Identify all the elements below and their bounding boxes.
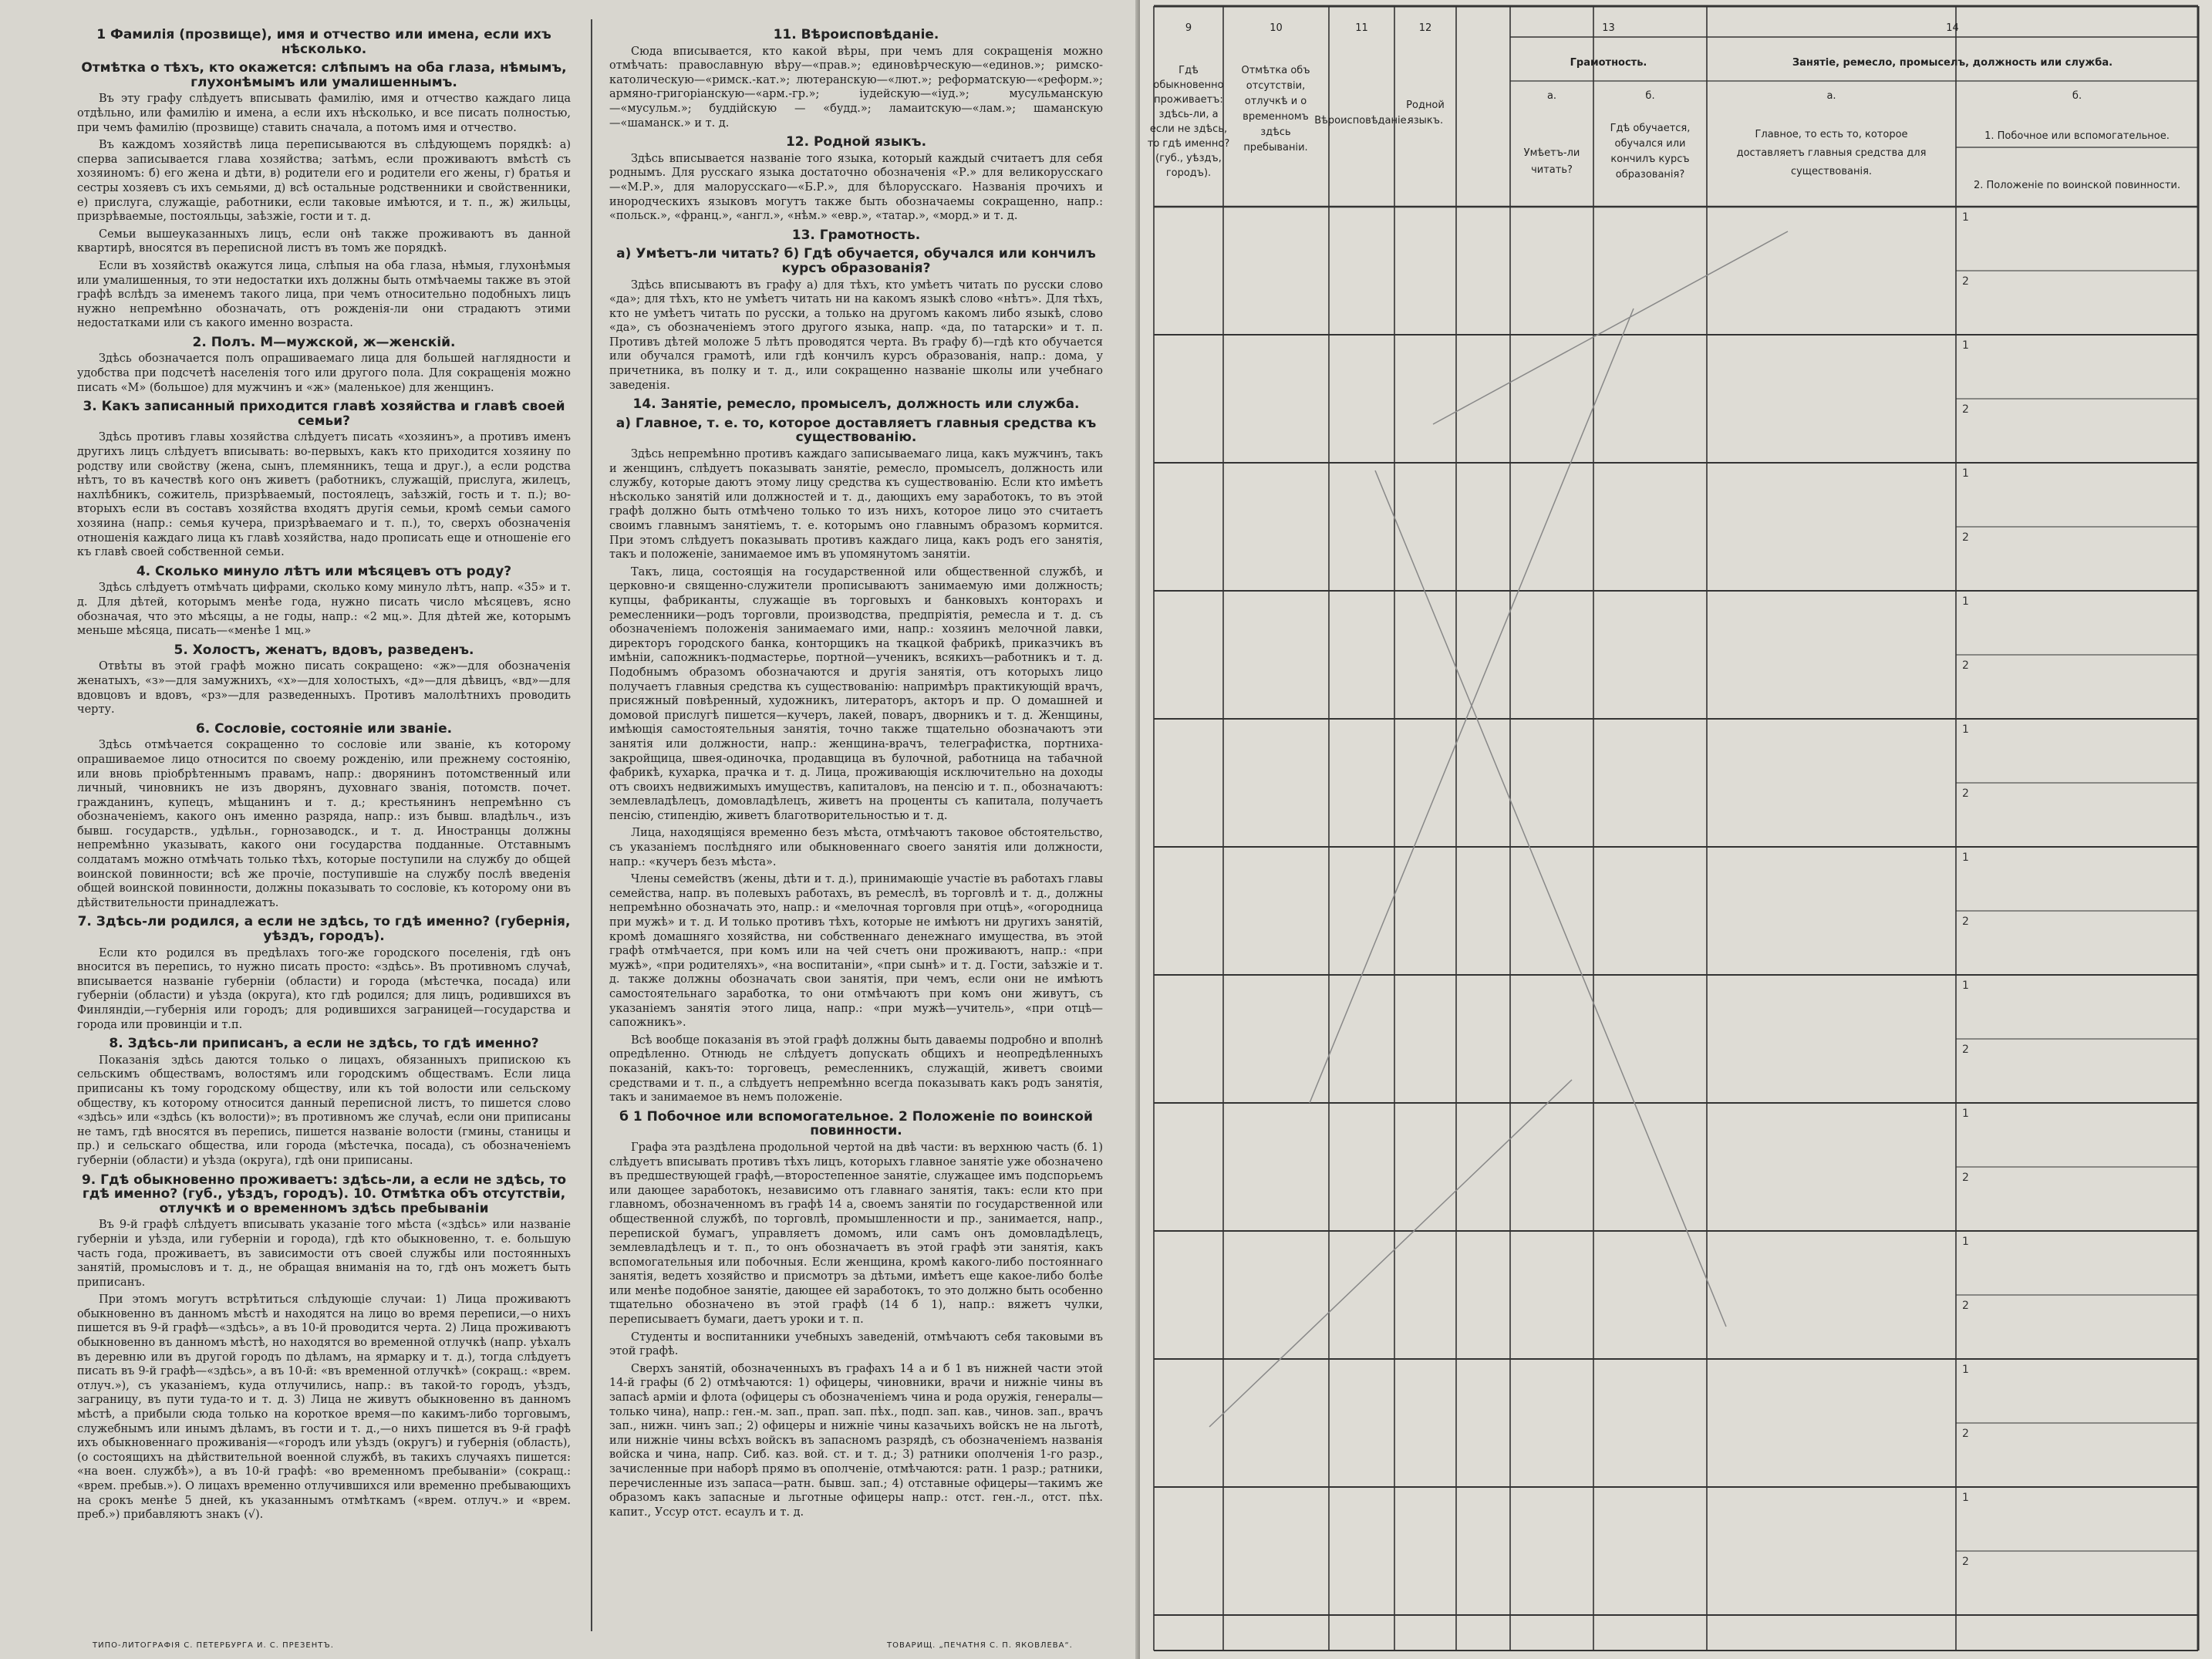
paragraph: Сверхъ занятій, обозначенныхъ въ графахъ 14 а и б 1 въ нижней части этой 14-й графы (б 2) отмѣчаются: 1) офицеры, чиновники, врачи и нижніе чины въ запасѣ арміи и флота (офицеры съ обозначеніемъ чина и рода оружія, генералы—только чина), напр.: ген.-м. зап., прап. зап. пѣх., подп. зап. кав., чинов. зап., врачъ зап., нижн. чинъ зап.; 2) офицеры и нижніе чины казачьихъ войскъ не на льготѣ, или нижніе чины всѣхъ войскъ въ запасномъ разрядѣ, съ обозначеніемъ названія войска и чина, напр. Сиб. каз. вой. ст. и т. д.; 3) ратники ополченія 1-го разр., зачисленные при наборѣ прямо въ ополченіе, отмѣчаются: ратн. 1 разр.; ратники, перечисленные изъ запаса—ратн. бывш. зап.; 4) отставные офицеры—такимъ же образомъ какъ запасные и льготные офицеры напр.: отст. ген.-л., отст. пѣх. капит., Уссур отст. есаулъ и т. д. [609,1362,1103,1519]
col14-header: Занятіе, ремесло, промыселъ, должность или служба. [1792,57,2113,69]
sub-row-label: 2 [1962,1172,1969,1184]
col9-header: Гдѣ обыкновенно проживаетъ: здѣсь-ли, а если не здѣсь, то гдѣ именно? (губ., уѣздъ, городъ). [1147,65,1230,179]
paragraph: Здѣсь вписываютъ въ графу а) для тѣхъ, кто умѣетъ читать по русски слово «да»; для тѣхъ, кто не умѣетъ читать ни на какомъ языкѣ слово «нѣтъ». Для тѣхъ, кто не умѣетъ читать по русски, а только на другомъ какомъ либо языкѣ, слово «да», съ обозначеніемъ этого другого языка, напр. «да, по татарски» и т. п. Противъ дѣтей моложе 5 лѣтъ проводятся черта. Въ графу б)—гдѣ кто обучается или обучался грамотѣ, или гдѣ кончилъ курсъ образованія, напр.: дома, у причетника, въ полку и т. д., или сокращенно названіе школы или учебнаго заведенія. [609,278,1103,392]
sub-row-label: 1 [1962,851,1969,864]
paragraph: Студенты и воспитанники учебныхъ заведеній, отмѣчаютъ себя таковыми въ этой графѣ. [609,1330,1103,1358]
column-number-9: 9 [1185,22,1192,34]
section-heading: 6. Сословіе, состояніе или званіе. [195,720,453,737]
section-heading: 12. Родной языкъ. [785,134,927,150]
sub-row-label: 2 [1962,275,1969,288]
sub-row-label: 2 [1962,1556,1969,1568]
col14a-header: Главное, то есть то, которое доставляетъ главныя средства для существованія. [1736,129,1927,177]
form-row-sublabels [1962,211,1969,1568]
sub-row-label: 1 [1962,1492,1969,1504]
sub-row-label: 2 [1962,1044,1969,1056]
paragraph: Графа эта раздѣлена продольной чертой на двѣ части: въ верхнюю часть (б. 1) слѣдуетъ вписывать противъ тѣхъ лицъ, которыхъ главное занятіе уже обозначено въ предшествующей графѣ,—второстепенное занятіе, служащее имъ подспорьемъ или дающее заработокъ, независимо отъ главнаго занятія, такъ: если кто при главномъ, обозначенномъ въ графѣ 14 а, своемъ занятіи по государственной или общественной службѣ, по торговлѣ, промышленности и пр., занимается, напр., перепиской бумагъ, управляетъ домомъ, или самъ онъ домовладѣлецъ, землевладѣлецъ и т. п., то онъ обозначаетъ въ этой графѣ эти занятія, какъ вспомогательныя или побочныя. Если женщина, кромѣ какого-либо постояннаго занятія, ведетъ хозяйство и присмотръ за дѣтьми, имѣетъ еще какое-либо болѣе или менѣе подобное занятіе, дающее ей заработокъ, то это должно быть особенно тщательно обозначено въ этой графѣ (14 б 1), напр.: вяжетъ чулки, переписываетъ бумаги, даетъ уроки и т. п. [609,1141,1103,1327]
column-number-12: 12 [1418,22,1432,34]
section-heading: Отмѣтка о тѣхъ, кто окажется: слѣпымъ на оба глаза, нѣмымъ, глухонѣмымъ или умалишеннымъ. [81,60,567,90]
paragraph: Отвѣты въ этой графѣ можно писать сокращено: «ж»—для обозначенія женатыхъ, «з»—для замужнихъ, «х»—для холостыхъ, «д»—для дѣвицъ, «вд»—для вдовцовъ и вдовъ, «рз»—для разведенныхъ. Противъ малолѣтнихъ проводить черту. [77,660,571,717]
col13a-letter: а. [1546,90,1557,102]
col14b-letter: б. [2072,90,2082,102]
col14a-letter: а. [1826,90,1836,102]
paragraph: Здѣсь обозначается полъ опрашиваемаго лица для большей наглядности и удобства при подсчетѣ населенія того или другого пола. Для сокращенія можно писать «М» (большое) для мужчинъ и «ж» (маленькое) для женщинъ. [77,352,571,394]
section-heading: 3. Какъ записанный приходится главѣ хозяйства и главѣ своей семьи? [83,399,565,429]
sub-row-label: 1 [1962,211,1969,224]
sub-row-label: 1 [1962,980,1969,992]
sub-row-label: 2 [1962,915,1969,928]
paragraph: Показанія здѣсь даются только о лицахъ, обязанныхъ припискою къ сельскимъ обществамъ, волостямъ или городскимъ обществамъ. Если лица приписаны къ тому городскому обществу, или къ той волости или сельскому обществу, къ которому относится данный переписной листъ, то пишется слово «здѣсь» или «здѣсь (къ волости)»; въ противномъ же случаѣ, если они приписаны не тамъ, гдѣ вносятся въ перепись, пишется названіе волости (гмины, станицы и пр.) и сельскаго общества, или города (мѣстечка, посада), съ обозначеніемъ губерніи (области) и уѣзда (округа), гдѣ они приписаны. [77,1054,571,1167]
instructions-column-right [609,23,1103,1627]
instructions-column-left [77,23,571,1627]
col13a-header: Умѣетъ-ли читать? [1523,147,1580,176]
col13-header: Грамотность. [1570,57,1647,69]
pencil-cross-marks [1209,231,1788,1427]
paragraph: Если въ хозяйствѣ окажутся лица, слѣпыя на оба глаза, нѣмыя, глухонѣмыя или умалишенныя, то эти недостатки ихъ должны быть отмѣчаемы также въ этой графѣ вслѣдъ за именемъ такого лица, при чемъ относительно подобныхъ лицъ нужно непремѣнно обозначать, отъ рожденія-ли они страдаютъ этими недостатками или съ какого именно возраста. [77,259,571,330]
section-heading: 7. Здѣсь-ли родился, а если не здѣсь, то гдѣ именно? (губернія, уѣздъ, городъ). [77,914,571,945]
form-headers [1148,22,2180,191]
column-divider [591,19,592,1631]
sub-row-label: 1 [1962,595,1969,608]
sub-row-label: 1 [1962,1236,1969,1248]
paragraph: Въ каждомъ хозяйствѣ лица переписываются въ слѣдующемъ порядкѣ: а) сперва записывается глава хозяйства; затѣмъ, если проживаютъ вмѣстѣ съ хозяиномъ: б) его жена и дѣти, в) родители его и родители его жены, г) братья и сестры хозяевъ съ ихъ семьями, д) всѣ остальные родственники и свойственники, е) прислуга, служащіе, работники, если таковые имѣются, и т. п., ж) жильцы, призрѣваемые, постояльцы, заѣзжіе, гости и т. д. [77,139,571,224]
paragraph: Въ эту графу слѣдуетъ вписывать фамилію, имя и отчество каждаго лица отдѣльно, или фамилію и имена, а если ихъ нѣсколько, и все писать полностью, при чемъ фамилію (прозвище) ставить сначала, а потомъ имя и отчество. [77,93,571,134]
section-heading: а) Умѣетъ-ли читать? б) Гдѣ обучается, обучался или кончилъ курсъ образованія? [616,246,1096,276]
col14b1-header: 1. Побочное или вспомогательное. [1984,130,2170,142]
section-heading: 2. Полъ. М—мужской, ж—женскій. [192,334,456,350]
column-number-11: 11 [1355,22,1368,34]
sub-row-label: 1 [1962,723,1969,736]
section-heading: а) Главное, т. е. то, которое доставляетъ главныя средства къ существованію. [615,415,1097,446]
paragraph: Сюда вписывается, кто какой вѣры, при чемъ для сокращенія можно отмѣчать: православную вѣру—«прав.»; единовѣрческую—«единов.»; римско-католическую—«римск.-кат.»; лютеранскую—«лют.»; реформатскую—«реформ.»; армяно-григоріанскую—«арм.-гр.»; іудейскую—«іуд.»; мусульманскую—«мусульм.»; буддійскую — «будд.»; ламаитскую—«лам.»; шаманскую—«шаманск.» и т. д. [609,45,1103,130]
section-heading: 1 Фамилія (прозвище), имя и отчество или имена, если ихъ нѣсколько. [96,27,551,57]
sub-row-label: 2 [1962,659,1969,672]
section-heading: 8. Здѣсь-ли приписанъ, а если не здѣсь, то гдѣ именно? [109,1036,539,1052]
col12-header: Родной языкъ. [1406,99,1445,126]
printer-imprint-right: ТОВАРИЩ. „ПЕЧАТНЯ С. П. ЯКОВЛЕВА“. [887,1641,1073,1650]
section-heading: б 1 Побочное или вспомогательное. 2 Положеніе по воинской повинности. [619,1108,1093,1139]
sub-row-label: 2 [1962,787,1969,800]
sub-row-label: 2 [1962,1300,1969,1312]
column-number-13: 13 [1602,22,1615,34]
sub-row-label: 2 [1962,1428,1969,1440]
col13b-letter: б. [1645,90,1655,102]
col14b2-header: 2. Положеніе по воинской повинности. [1974,180,2180,191]
form-grid-lines [1154,6,2198,1651]
paragraph: Семьи вышеуказанныхъ лицъ, если онѣ также проживаютъ въ данной квартирѣ, вносятся въ переписной листъ въ томъ же порядкѣ. [77,228,571,255]
column-number-10: 10 [1270,22,1283,34]
section-heading: 11. Вѣроисповѣданіе. [773,27,939,42]
paragraph: Здѣсь слѣдуетъ отмѣчать цифрами, сколько кому минуло лѣтъ, напр. «35» и т. д. Для дѣтей, которымъ менѣе года, нужно писать число мѣсяцевъ, ясно обозначая, что это мѣсяцы, а не годы, напр.: «2 мц.». Для дѣтей же, которымъ меньше мѣсяца, писать—«менѣе 1 мц.» [77,582,571,638]
sub-row-label: 1 [1962,1108,1969,1120]
paragraph: Здѣсь вписывается названіе того языка, который каждый считаетъ для себя роднымъ. Для русскаго языка достаточно обозначенія «Р.» для великорусскаго—«М.Р.», для малорусскаго—«Б.Р.», для бѣлорусскаго. Названія прочихъ и инородческихъ языковъ могутъ также быть обозначаемы сокращенно, напр.: «польск.», «франц.», «англ.», «нѣм.» «евр.», «татар.», «морд.» и т. д. [609,152,1103,223]
sub-row-label: 2 [1962,531,1969,544]
printer-imprint-left: ТИПО-ЛИТОГРАФІЯ С. ПЕТЕРБУРГА И. С. ПРЕЗЕНТЪ. [93,1641,334,1650]
paragraph: Если кто родился въ предѣлахъ того-же городского поселенія, гдѣ онъ вносится въ перепись, то нужно писать просто: «здѣсь». Въ противномъ случаѣ, вписывается названіе губерніи (области) и города (мѣстечка, посада) или губерніи (области) и уѣзда (округа), кто гдѣ родился; для лицъ, родившихся въ Финляндіи,—губернія или городъ; для родившихся заграницей—государства и города или провинціи и т.п. [77,946,571,1031]
paragraph: Лица, находящіяся временно безъ мѣста, отмѣчаютъ таковое обстоятельство, съ указаніемъ послѣдняго или обыкновеннаго своего занятія или должности, напр.: «кучеръ безъ мѣста». [609,827,1103,868]
section-heading: 14. Занятіе, ремесло, промыселъ, должность или служба. [632,396,1080,413]
section-heading: 9. Гдѣ обыкновенно проживаетъ: здѣсь-ли, а если не здѣсь, то гдѣ именно? (губ., уѣздъ, городъ). 10. Отмѣтка объ отсутствіи, отлучкѣ и о временномъ здѣсь пребываніи [81,1172,567,1216]
section-heading: 5. Холостъ, женатъ, вдовъ, разведенъ. [174,642,474,658]
col11-header: Вѣроисповѣданіе. [1314,115,1410,126]
paragraph: Здѣсь противъ главы хозяйства слѣдуетъ писать «хозяинъ», а противъ именъ другихъ лицъ слѣдуетъ вписывать: во-первыхъ, какъ кто приходится хозяину по родству или свойству (жена, сынъ, племянникъ, теща и друг.), а если родства нѣтъ, то въ качествѣ кого онъ живетъ (работникъ, служащій, прислуга, жилецъ, нахлѣбникъ, сожитель, призрѣваемый, постоялецъ, заѣзжій, гость и т. п.); во-вторыхъ если въ составъ хозяйства входятъ другія семьи, кромѣ семьи самого хозяина (напр.: семья кучера, призрѣваемаго и т. п.), то, сверхъ обозначенія отношенія каждаго лица къ главѣ хозяйства, надо прописать еще и отношеніе его къ главѣ своей собственной семьи. [77,431,571,559]
paragraph: Такъ, лица, состоящія на государственной или общественной службѣ, и церковно-и священно-служители прописываютъ занимаемую ими должность; купцы, фабриканты, служащіе въ торговыхъ и банковыхъ конторахъ и ремесленники—родъ торговли, производства, предпріятія, ремесла и т. д. съ обозначеніемъ положенія занимаемаго ими, напр.: хозяинъ мелочной лавки, директоръ городского банка, конторщикъ на ткацкой фабрикѣ, приказчикъ въ имѣніи, сапожникъ-подмастерье, портной—ученикъ, всякихъ—работникъ и т. д. Подобнымъ образомъ обозначаются и другія занятія, отъ которыхъ лицо получаетъ главныя средства къ существованію: напримѣръ практикующій врачъ, присяжный повѣренный, художникъ, литераторъ, акторъ и пр. О домашней и домовой прислугѣ пишется—кучеръ, лакей, поваръ, дворникъ и т. д. Женщины, имѣющія самостоятельныя занятія, точно также тщательно обозначаютъ эти занятія или должности, напр.: женщина-врачъ, телеграфистка, портниха-закройщица, швея-одиночка, продавщица въ булочной, работница на табачной фабрикѣ, кухарка, прачка и т. д. Лица, проживающія исключительно на доходы отъ своихъ недвижимыхъ имуществъ, капиталовъ, на пенсію и т. п., обозначаютъ: землевладѣлецъ, домовладѣлецъ, живетъ на проценты съ капитала, получаетъ пенсію, стипендію, живетъ благотворительностью и т. д. [609,565,1103,822]
census-form-table [1140,0,2212,1659]
section-heading: 13. Грамотность. [791,227,921,243]
sub-row-label: 2 [1962,403,1969,416]
paragraph: Всѣ вообще показанія въ этой графѣ должны быть даваемы подробно и вполнѣ опредѣленно. Отнюдь не слѣдуетъ допускать общихъ и неопредѣленныхъ показаній, какъ-то: торговецъ, ремесленникъ, служащій, живетъ своими средствами и т. п., а слѣдуетъ непремѣнно всегда показывать какъ родъ занятія, такъ и занимаемое въ немъ положеніе. [609,1034,1103,1104]
col10-header: Отмѣтка объ отсутствіи, отлучкѣ и о временномъ здѣсь пребываніи. [1241,65,1310,153]
paragraph: При этомъ могутъ встрѣтиться слѣдующіе случаи: 1) Лица проживаютъ обыкновенно въ данномъ мѣстѣ и находятся на лицо во время переписи,—о нихъ пишется въ 9-й графѣ—«здѣсь», а въ 10-й проводится черта. 2) Лица проживаютъ обыкновенно въ данномъ мѣстѣ, но находятся во временной отлучкѣ (напр. уѣхалъ въ деревню или въ другой городъ по дѣламъ, на ярмарку и т. д.), тогда слѣдуетъ писать въ 9-й графѣ—«здѣсь», а въ 10-й: «въ временной отлучкѣ» (сокращ.: «врем. отлуч.»), съ указаніемъ, куда отлучились, напр.: въ такой-то городъ, уѣздъ, заграницу, въ пути туда-то и т. д. 3) Лица не живутъ обыкновенно въ данномъ мѣстѣ, а прибыли сюда только на короткое время—по какимъ-либо торговымъ, служебнымъ или инымъ дѣламъ, въ гости и т. д.,—о нихъ пишется въ 9-й графѣ ихъ обыкновеннаго проживанія—«городъ или уѣздъ (округъ) и губернія (область), (о состоящихъ на дѣйствительной военной службѣ, въ такихъ случаяхъ пишется: «на воен. службѣ»), а въ 10-й графѣ: «во временномъ пребываніи» (сокращ.: «врем. пребыв.»). О лицахъ временно отлучившихся или временно пребывающихъ на срокъ менѣе 5 дней, къ указаннымъ отмѣткамъ («врем. отлуч.» и «врем. преб.») прибавляютъ знакъ (√). [77,1293,571,1522]
paragraph: Здѣсь отмѣчается сокращенно то сословіе или званіе, къ которому опрашиваемое лицо относится по своему рожденію, или прежнему состоянію, или вновь пріобрѣтеннымъ правамъ, напр.: дворянинъ потомственный или личный, чиновникъ не изъ дворянъ, духовнаго званія, потомств. почет. гражданинъ, купецъ, мѣщанинъ и т. д.; крестьянинъ непремѣнно съ обозначеніемъ, какого онъ именно разряда, напр.: изъ бывш. владѣльч., изъ бывш. государств., удѣльн., горнозаводск., и т. д. Иностранцы должны непремѣнно указывать, какого они государства подданные. Отставнымъ солдатамъ можно отмѣчать только тѣхъ, которые поступили на службу до общей воинской повинности; всѣ же прочіе, поступившіе на службу послѣ введенія общей воинской повинности, должны показывать то сословіе, къ которому они въ дѣйствительности принадлежатъ. [77,739,571,909]
paragraph: Въ 9-й графѣ слѣдуетъ вписывать указаніе того мѣста («здѣсь» или названіе губерніи и уѣзда, или губерніи и города), гдѣ кто обыкновенно, т. е. большую часть года, проживаетъ, въ зависимости отъ своей службы или постоянныхъ занятій, промысловъ и т. д., не обращая вниманія на то, гдѣ онъ можетъ быть приписанъ. [77,1219,571,1289]
paragraph: Здѣсь непремѣнно противъ каждаго записываемаго лица, какъ мужчинъ, такъ и женщинъ, слѣдуетъ показывать занятіе, ремесло, промыселъ, должность или службу, которые даютъ этому лицу средства къ существованію. Если кто имѣетъ нѣсколько занятій или должностей и т. д., дающихъ ему заработокъ, то въ этой графѣ должно быть отмѣчено только то изъ нихъ, которое лицо это считаетъ своимъ главнымъ занятіемъ, т. е. которымъ оно главнымъ образомъ кормится. При этомъ слѣдуетъ показывать противъ каждаго лица, какъ родъ его занятія, такъ и положеніе, занимаемое имъ въ упомянутомъ занятіи. [609,448,1103,561]
sub-row-label: 1 [1962,339,1969,352]
section-heading: 4. Сколько минуло лѣтъ или мѣсяцевъ отъ роду? [136,563,512,579]
col13b-header: Гдѣ обучается, обучался или кончилъ курсъ образованія? [1610,123,1691,180]
paragraph: Члены семействъ (жены, дѣти и т. д.), принимающіе участіе въ работахъ главы семейства, напр. въ полевыхъ работахъ, въ ремеслѣ, въ торговлѣ и т. д., должны непремѣнно обозначать это, напр.: и «мелочная торговля при отцѣ», «огородница при мужѣ» и т. д. И только противъ тѣхъ, которые не имѣютъ ни другихъ занятій, кромѣ домашняго хозяйства, ни собственнаго денежнаго имущества, въ этой графѣ отмѣчается, при комъ или на чей счетъ они проживаютъ, напр.: «при мужѣ», «при родителяхъ», «на воспитаніи», «при сынѣ» и т. д. Гости, заѣзжіе и т. д. также должны обозначать свои занятія, при чемъ, если они не имѣютъ самостоятельнаго заработка, то они отмѣчаютъ при комъ они живутъ, съ указаніемъ занятія этого лица, напр.: «при мужѣ—учитель», «при отцѣ—сапожникъ». [609,873,1103,1030]
column-number-14: 14 [1946,22,1959,34]
sub-row-label: 1 [1962,1364,1969,1376]
sub-row-label: 1 [1962,467,1969,480]
